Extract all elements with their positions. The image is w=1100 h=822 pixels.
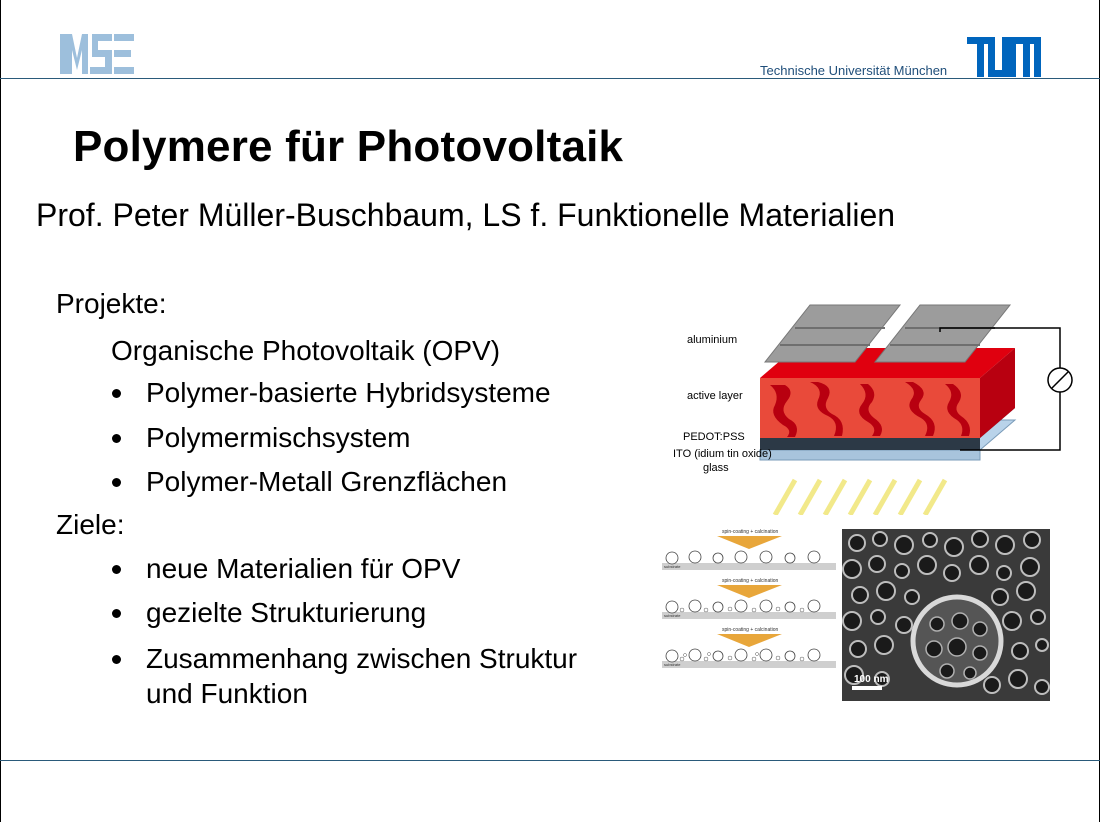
tum-logo [967,37,1041,77]
goal-item: neue Materialien für OPV [146,553,461,584]
project-item: Polymer-basierte Hybridsysteme [146,377,551,408]
sem-micrograph [842,529,1050,701]
slide-subtitle: Prof. Peter Müller-Buschbaum, LS f. Funktionelle Materialien [36,197,896,233]
project-name: Organische Photovoltaik (OPV) [111,335,501,366]
label-active-layer: active layer [687,390,743,402]
scale-bar-label: 100 nm [854,674,889,685]
goals-heading: Ziele: [56,509,125,540]
label-ito: ITO (idium tin oxide) [673,448,772,460]
mse-logo [60,32,134,76]
goal-item: gezielte Strukturierung [146,597,427,628]
substrate-label: substrate [664,613,681,618]
substrate-label: substrate [664,564,681,569]
header-rule [0,78,1100,79]
label-glass: glass [703,462,729,474]
university-name: Technische Universität München [760,63,948,78]
slide-title: Polymere für Photovoltaik [73,122,624,171]
projects-heading: Projekte: [56,288,167,319]
project-item: Polymermischsystem [146,422,411,453]
slide-border-left [0,0,1,822]
process-step-label: spin-coating + calcination [722,529,779,535]
project-item: Polymer-Metall Grenzflächen [146,466,508,497]
opv-device-diagram [660,290,1080,515]
label-pedot: PEDOT:PSS [683,431,745,443]
footer-rule [0,760,1100,761]
process-step-label: spin-coating + calcination [722,627,779,633]
process-step-label: spin-coating + calcination [722,578,779,584]
label-aluminium: aluminium [687,334,738,346]
goal-item: Zusammenhang zwischen Struktur [146,643,578,674]
substrate-label: substrate [664,662,681,667]
goal-item-continuation: und Funktion [146,678,308,709]
sol-gel-process-diagram [662,527,836,675]
